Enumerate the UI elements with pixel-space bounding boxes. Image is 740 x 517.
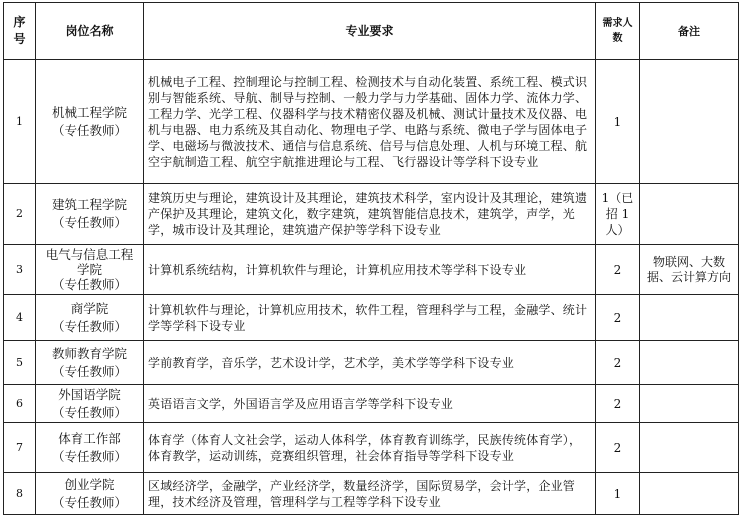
count-cell: 2 — [596, 385, 640, 423]
count-cell: 1（已招 1 人） — [596, 184, 640, 245]
header-no: 序号 — [4, 3, 36, 60]
remarks-cell — [640, 295, 739, 341]
role-label: （专任教师） — [51, 404, 127, 420]
role-label: （专任教师） — [51, 215, 127, 230]
header-requirements: 专业要求 — [144, 3, 596, 60]
remarks-cell — [640, 341, 739, 385]
department-name: 创业学院 — [64, 476, 115, 492]
remarks-cell — [640, 184, 739, 245]
row-number: 5 — [4, 341, 36, 385]
requirements-cell: 建筑历史与理论，建筑设计及其理论，建筑技术科学，室内设计及其理论，建筑遗产保护及其理论，建筑文化，数字建筑，建筑智能信息技术，建筑学，声学，光学，城市设计及其理论，建筑遗产保护等学科下设专业 — [144, 184, 596, 245]
count-cell: 1 — [596, 473, 640, 515]
role-label: （专任教师） — [51, 122, 127, 138]
table-row — [4, 295, 739, 341]
row-number: 6 — [4, 385, 36, 423]
requirements-cell: 英语语言文学，外国语言学及应用语言学等学科下设专业 — [144, 385, 596, 423]
row-number: 4 — [4, 295, 36, 341]
table-row — [4, 385, 739, 423]
department-name: 电气与信息工程学院 — [45, 247, 134, 277]
table-row — [4, 341, 739, 385]
count-cell: 2 — [596, 245, 640, 295]
requirements-cell: 学前教育学，音乐学，艺术设计学，艺术学，美术学等学科下设专业 — [144, 341, 596, 385]
header-remarks: 备注 — [640, 3, 739, 60]
position-cell — [36, 245, 144, 295]
remarks-cell — [640, 473, 739, 515]
remarks-cell — [640, 385, 739, 423]
recruitment-table — [3, 2, 739, 515]
department-name: 商学院 — [70, 300, 109, 316]
remarks-cell — [640, 60, 739, 184]
count-cell: 2 — [596, 295, 640, 341]
role-label: （专任教师） — [51, 448, 127, 464]
header-position: 岗位名称 — [36, 3, 144, 60]
row-number: 2 — [4, 184, 36, 245]
requirements-cell: 区域经济学，金融学，产业经济学，数量经济学，国际贸易学，会计学，企业管理，技术经济及管理，管理科学与工程等学科下设专业 — [144, 473, 596, 515]
remarks-cell — [640, 423, 739, 473]
row-number: 1 — [4, 60, 36, 184]
position-cell — [36, 184, 144, 245]
requirements-cell: 体育学（体育人文社会学，运动人体科学，体育教育训练学，民族传统体育学），体育教学，运动训练，竞赛组织管理，社会体育指导等学科下设专业 — [144, 423, 596, 473]
department-name: 体育工作部 — [58, 430, 121, 446]
department-name: 建筑工程学院 — [51, 197, 127, 212]
remarks-cell: 物联网、大数据、云计算方向 — [640, 245, 739, 295]
header-count: 需求人数 — [596, 3, 640, 60]
table-row — [4, 473, 739, 515]
position-cell — [36, 60, 144, 184]
role-label: （专任教师） — [51, 318, 127, 334]
table-row — [4, 423, 739, 473]
count-cell: 2 — [596, 423, 640, 473]
position-cell — [36, 295, 144, 341]
position-cell — [36, 341, 144, 385]
requirements-cell: 机械电子工程、控制理论与控制工程、检测技术与自动化装置、系统工程、模式识别与智能系统、导航、制导与控制、一般力学与力学基础、固体力学、流体力学、工程力学、光学工程、仪器科学与技术精密仪器及机械、测试计量技术及仪器、电机与电器、电力系统及其自动化、物理电子学、电路与系统、微电子学与固体电子学、电磁场与微波技术、通信与信息系统、信号与信息处理、人机与环境工程、航空宇航制造工程、航空宇航推进理论与工程、飞行器设计等学科下设专业 — [144, 60, 596, 184]
row-number: 8 — [4, 473, 36, 515]
count-cell: 2 — [596, 341, 640, 385]
count-cell: 1 — [596, 60, 640, 184]
row-number: 3 — [4, 245, 36, 295]
role-label: （专任教师） — [51, 494, 127, 510]
requirements-cell: 计算机软件与理论，计算机应用技术，软件工程，管理科学与工程，金融学、统计学等学科下设专业 — [144, 295, 596, 341]
position-cell — [36, 385, 144, 423]
requirements-cell: 计算机系统结构，计算机软件与理论，计算机应用技术等学科下设专业 — [144, 245, 596, 295]
table-row — [4, 60, 739, 184]
table-row — [4, 184, 739, 245]
header-row — [4, 3, 739, 60]
department-name: 教师教育学院 — [51, 345, 127, 361]
row-number: 7 — [4, 423, 36, 473]
table-row — [4, 245, 739, 295]
role-label: （专任教师） — [51, 363, 127, 379]
position-cell — [36, 473, 144, 515]
department-name: 外国语学院 — [58, 386, 121, 402]
department-name: 机械工程学院 — [51, 104, 127, 120]
position-cell — [36, 423, 144, 473]
role-label: （专任教师） — [51, 277, 127, 292]
